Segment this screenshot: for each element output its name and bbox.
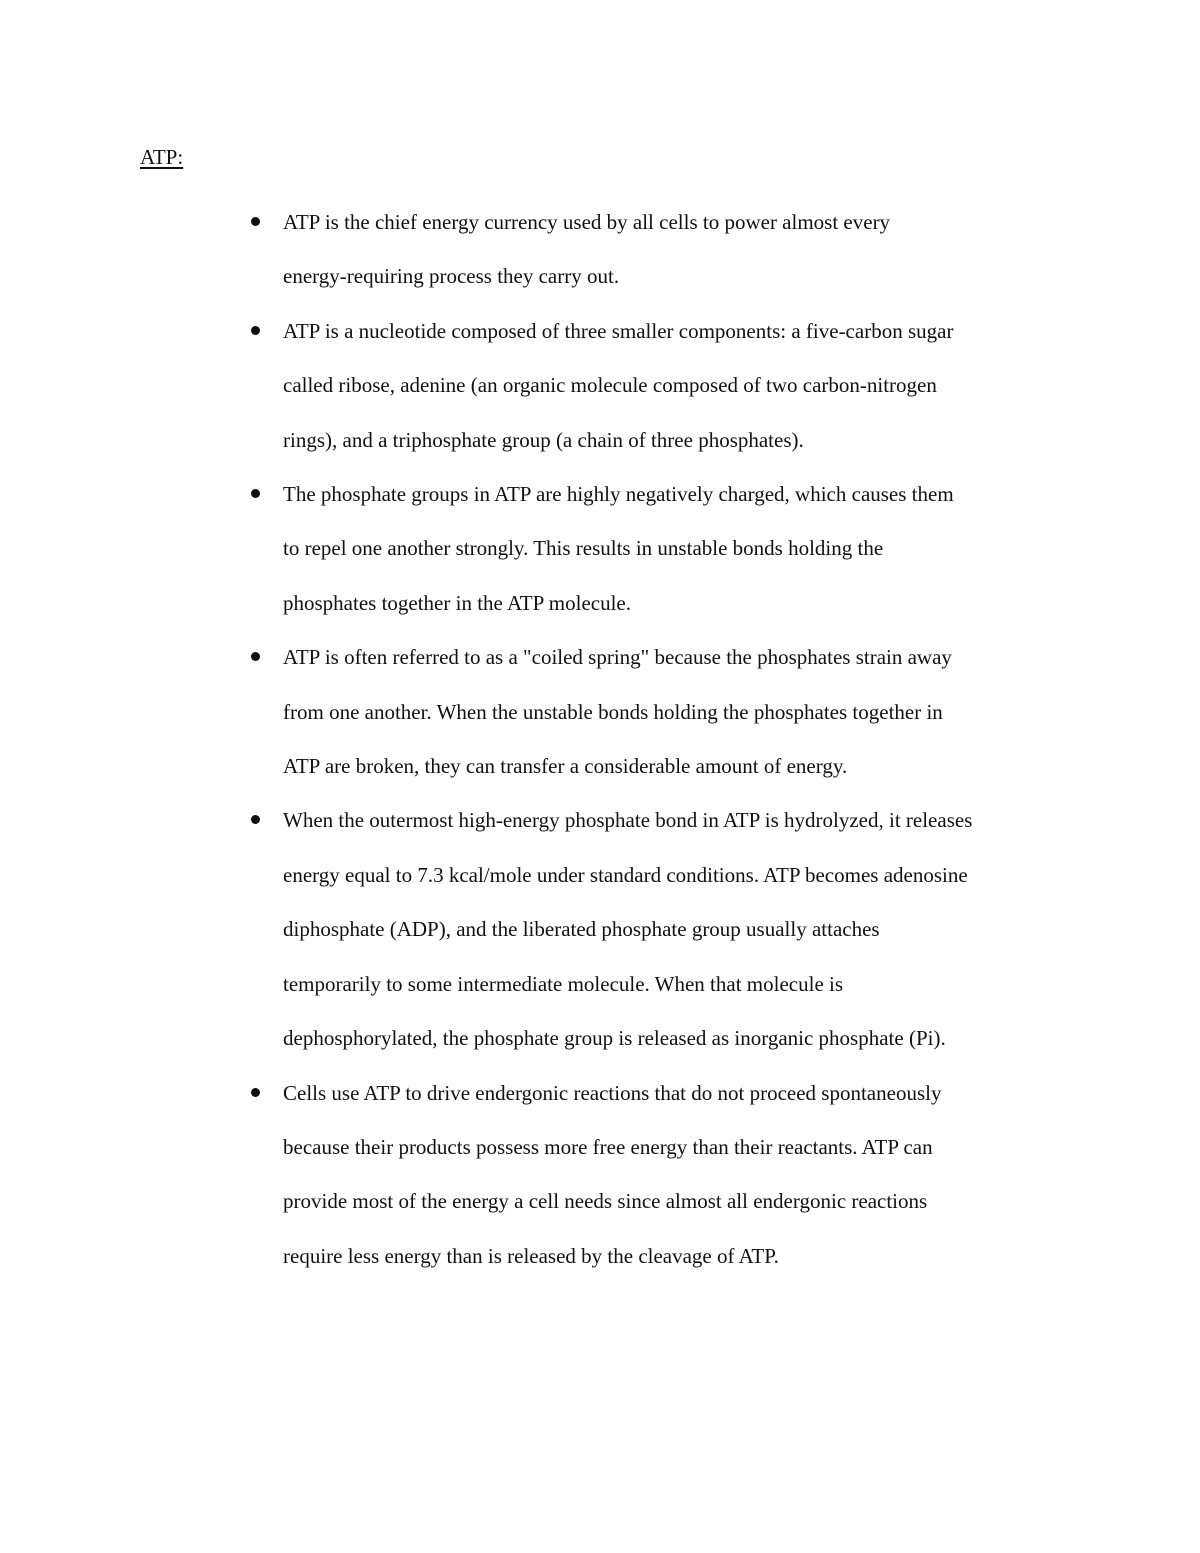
list-item-line: phosphates together in the ATP molecule. <box>283 590 631 615</box>
page-heading: ATP: <box>140 145 184 169</box>
list-item-line: provide most of the energy a cell needs since almost all endergonic reactions <box>283 1189 928 1214</box>
list-item-line: require less energy than is released by the cleavage of ATP. <box>283 1243 779 1268</box>
list-item-line: ATP is a nucleotide composed of three smaller components: a five-carbon sugar <box>283 318 954 343</box>
bullet-icon <box>251 1088 260 1097</box>
bullet-icon <box>251 489 260 498</box>
list-item-line: When the outermost high-energy phosphate bond in ATP is hydrolyzed, it releases <box>283 808 973 833</box>
list-item-line: because their products possess more free energy than their reactants. ATP can <box>283 1134 933 1159</box>
list-item-line: energy equal to 7.3 kcal/mole under standard conditions. ATP becomes adenosine <box>283 862 968 887</box>
list-item <box>247 793 1077 1065</box>
list-item-line: dephosphorylated, the phosphate group is released as inorganic phosphate (Pi). <box>283 1026 946 1051</box>
bullet-icon <box>251 326 260 335</box>
list-item-line: energy-requiring process they carry out. <box>283 264 620 289</box>
bullet-icon <box>251 652 260 661</box>
list-item-line: rings), and a triphosphate group (a chain of three phosphates). <box>283 427 804 452</box>
list-item <box>247 630 1077 793</box>
list-item-line: to repel one another strongly. This results in unstable bonds holding the <box>283 536 884 561</box>
bullet-icon <box>251 217 260 226</box>
list-item <box>247 467 1077 630</box>
list-item <box>247 304 1077 467</box>
list-item-line: called ribose, adenine (an organic molecule composed of two carbon-nitrogen <box>283 373 937 398</box>
list-item <box>247 1066 1077 1284</box>
list-item-line: ATP are broken, they can transfer a considerable amount of energy. <box>283 754 848 779</box>
list-item-line: ATP is often referred to as a "coiled spring" because the phosphates strain away <box>283 645 952 670</box>
list-item-line: diphosphate (ADP), and the liberated phosphate group usually attaches <box>283 917 880 942</box>
list-item-line: ATP is the chief energy currency used by all cells to power almost every <box>283 210 891 234</box>
list-item <box>247 195 1077 304</box>
bullet-list <box>247 195 1077 1283</box>
list-item-line: The phosphate groups in ATP are highly negatively charged, which causes them <box>283 482 954 507</box>
list-item-line: temporarily to some intermediate molecule. When that molecule is <box>283 971 844 996</box>
list-item-line: Cells use ATP to drive endergonic reactions that do not proceed spontaneously <box>283 1080 942 1105</box>
list-item-line: from one another. When the unstable bonds holding the phosphates together in <box>283 699 943 724</box>
bullet-icon <box>251 815 260 824</box>
